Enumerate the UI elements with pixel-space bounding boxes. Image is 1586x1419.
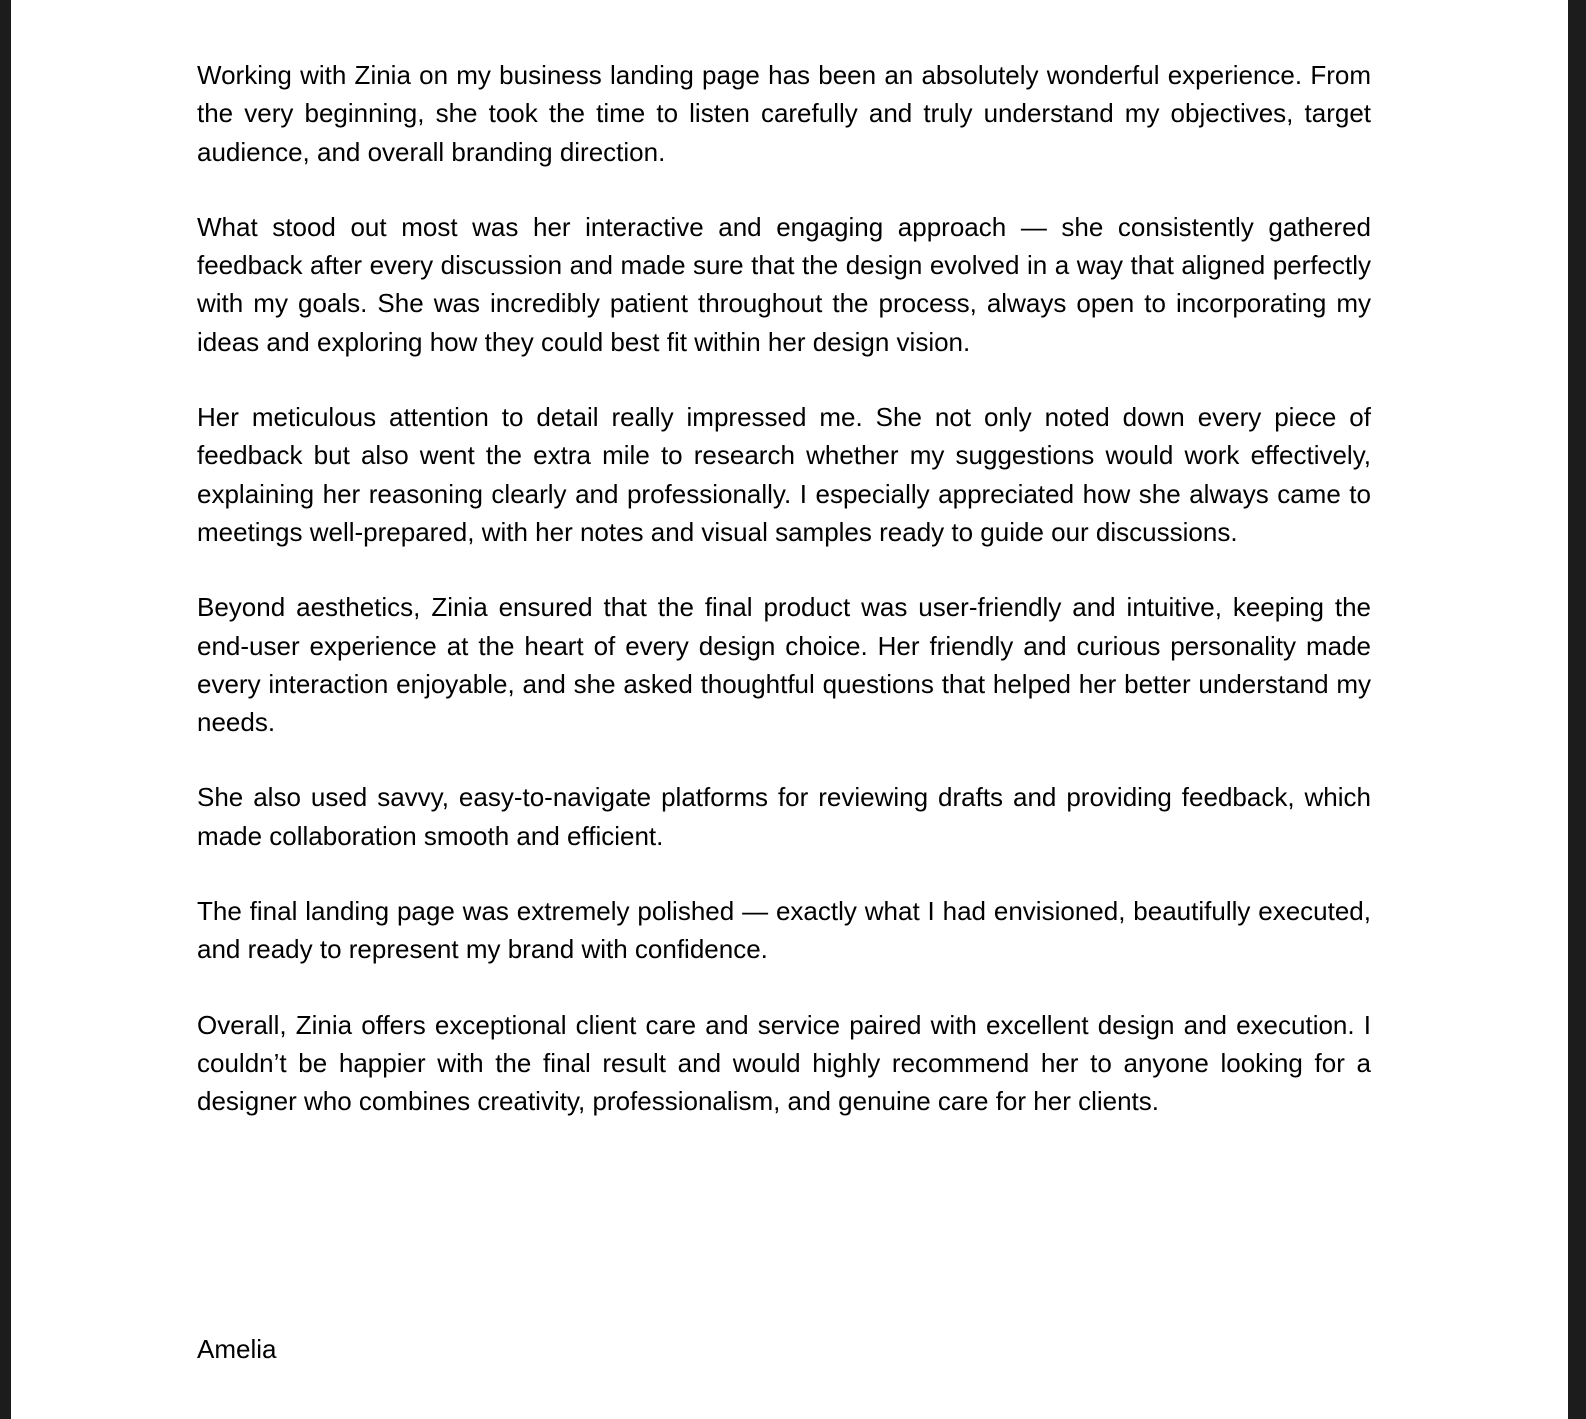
paragraph-attention-to-detail: Her meticulous attention to detail really impressed me. She not only noted down every piece of feedback but also went the extra mile to research whether my suggestions would work effectively, explaining her reasoning clearly and professionally. I especially appreciated how she always came to meetings well-prepared, with her notes and visual samples ready to guide our discussions.: [197, 402, 1371, 547]
paragraph-final-page: The final landing page was extremely polished — exactly what I had envisioned, beautifully executed, and ready to represent my brand with confidence.: [197, 896, 1371, 965]
paragraph-platforms: She also used savvy, easy-to-navigate platforms for reviewing drafts and providing feedback, which made collaboration smooth and efficient.: [197, 782, 1371, 851]
viewer-frame-right: [1568, 0, 1586, 1419]
paragraph-overall: Overall, Zinia offers exceptional client care and service paired with excellent design and execution. I couldn’t be happier with the final result and would highly recommend her to anyone looking for a designer who combines creativity, professionalism, and genuine care for her clients.: [197, 1009, 1371, 1117]
paragraph-approach: What stood out most was her interactive and engaging approach — she consistently gathered feedback after every discussion and made sure that the design evolved in a way that aligned perfectly with my goals. She was incredibly patient throughout the process, always open to incorporating my ideas and exploring how they could best fit within her design vision.: [197, 211, 1371, 357]
viewer-frame-left: [0, 0, 11, 1419]
paragraph-aesthetics: Beyond aesthetics, Zinia ensured that the final product was user-friendly and intuitive, keeping the end-user experience at the heart of every design choice. Her friendly and curious personality made every interaction enjoyable, and she asked thoughtful questions that helped her better understand my needs.: [197, 592, 1371, 738]
document-page: [11, 0, 1568, 1419]
document-body: [197, 56, 1371, 1158]
signature: Amelia: [197, 1334, 277, 1364]
paragraph-intro: Working with Zinia on my business landing page has been an absolutely wonderful experience. From the very beginning, she took the time to listen carefully and truly understand my objectives, target audience, and overall branding direction.: [197, 60, 1371, 167]
